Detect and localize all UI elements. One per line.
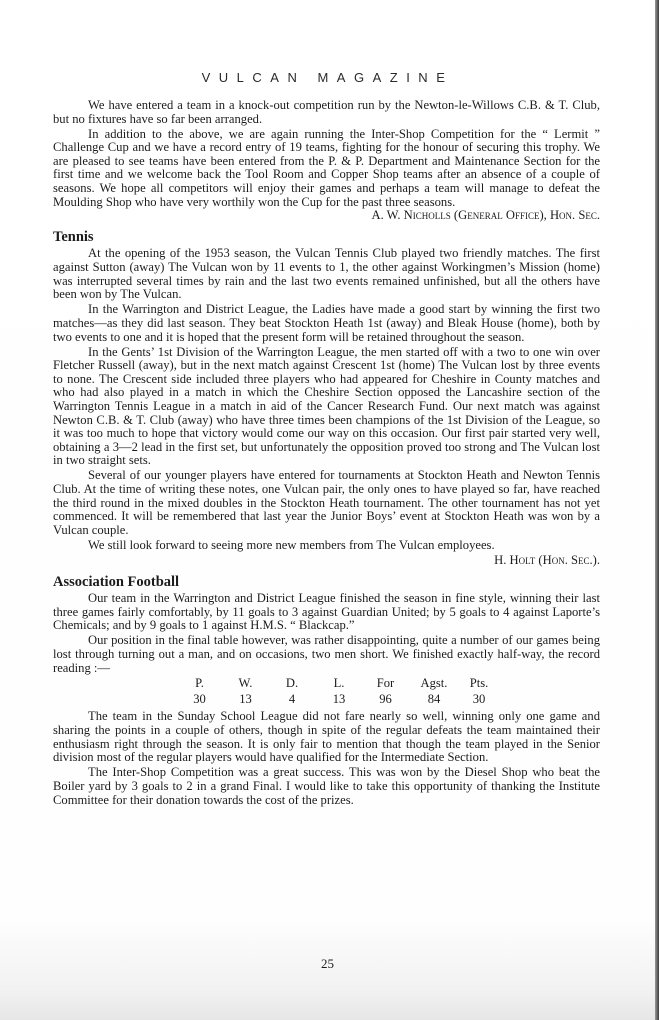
paragraph: At the opening of the 1953 season, the Vulcan Tennis Club played two friendly matches. The first against Sutton (away) The Vulcan won by 11 events to 1, the other against Workingmen’s Mission (home) was interrupted several times by rain and the last two events remained unfinished, but all the others have been won by The Vulcan. bbox=[53, 246, 600, 302]
signature: H. Holt (Hon. Sec.). bbox=[494, 553, 600, 567]
table-cell: 30 bbox=[193, 691, 206, 706]
paragraph: In addition to the above, we are again running the Inter-Shop Competition for the “ Lermit ” Challenge Cup and we have a record entry of 19 teams, fighting for the honour of securing this trophy. We are pleased to see teams have been entered from the P. & P. Department and Maintenance Section for the first time and we welcome back the Tool Room and Copper Shop teams after an absence of a couple of seasons. We hope all competitors will enjoy their games and perhaps a team will manage to defeat the Moulding Shop who have very worthily won the Cup for the past three seasons. A. W. Nicholls (General Office), Hon. Sec. bbox=[53, 126, 600, 223]
table-header: W. bbox=[238, 676, 253, 691]
magazine-header: VULCAN MAGAZINE bbox=[201, 70, 454, 85]
table-header: Pts. bbox=[469, 676, 489, 691]
table-cell: 13 bbox=[239, 691, 252, 706]
paragraph: We still look forward to seeing more new members from The Vulcan employees. bbox=[88, 537, 495, 552]
tennis-section bbox=[53, 228, 600, 568]
table-header: P. bbox=[195, 676, 204, 691]
table-header: L. bbox=[333, 676, 345, 691]
page-number: 25 bbox=[321, 956, 334, 971]
table-cell: 96 bbox=[379, 691, 392, 706]
page-edge-shadow bbox=[655, 0, 659, 1020]
table-cell: 4 bbox=[288, 691, 296, 706]
page-content bbox=[53, 99, 600, 809]
paragraph: Our position in the final table however, was rather disappointing, quite a number of our games being lost through turning out a man, and on occasions, two men short. We finished exactly half-way, the record reading :— bbox=[53, 633, 600, 675]
signature: A. W. Nicholls (General Office), Hon. Sec. bbox=[371, 208, 600, 223]
paragraph: In the Gents’ 1st Division of the Warrington League, the men started off with a two to one win over Fletcher Russell (away), but in the next match against Crescent 1st (home) The Vulcan lost by three events to none. The Crescent side included three players who had appeared for Cheshire in County matches and who had also played in a match in which the Cheshire Section opposed the Lancashire section of the Warrington Tennis League in a match in aid of the Cancer Research Fund. Our next match was against Newton C.B. & T. Club (away) who have three times been champions of the 1st Division of the League, so it was too much to hope that victory would come our way on this occasion. Our first pair started very well, obtaining a 3—2 lead in the first set, but unfortunately the opposition proved too strong and The Vulcan lost in two straight sets. bbox=[53, 344, 600, 468]
paragraph: Several of our younger players have entered for tournaments at Stockton Heath and Newton Tennis Club. At the time of writing these notes, one Vulcan pair, the only ones to have played so far, have reached the third round in the mixed doubles in the Stockton Heath tournament. The other tournament has not yet commenced. It will be remembered that last year the Junior Boys’ event at Stockton Heath was won by a Vulcan couple. bbox=[53, 468, 600, 537]
paragraph: Our team in the Warrington and District League finished the season in fine style, winning their last three games fairly comfortably, by 11 goals to 3 against Guardian United; by 5 goals to 4 against Laporte’s Chemicals; and by 9 goals to 1 against H.M.S. “ Blackcap.” bbox=[53, 591, 600, 633]
table-cell: 84 bbox=[427, 691, 441, 706]
table-cell: 13 bbox=[332, 691, 346, 706]
paragraph: In the Warrington and District League, the Ladies have made a good start by winning the first two matches—as they did last season. They beat Stockton Heath 1st (away) and Bleak House (home), both by two events to one and it is hoped that the present form will be retained throughout the season. bbox=[53, 302, 600, 344]
section-heading: Tennis bbox=[53, 228, 94, 245]
paragraph: We have entered a team in a knock-out competition run by the Newton-le-Willows C.B. & T. Club, but no fixtures have so far been arranged. bbox=[53, 98, 600, 126]
paragraph: The Inter-Shop Competition was a great success. This was won by the Diesel Shop who beat the Boiler yard by 3 goals to 2 in a grand Final. I would like to take this opportunity of thanking the Institute Committee for their donation towards the cost of the prizes. bbox=[53, 765, 600, 807]
football-section bbox=[53, 573, 600, 808]
intro-section bbox=[53, 99, 600, 223]
section-heading: Association Football bbox=[53, 573, 180, 590]
paragraph: The team in the Sunday School League did not fare nearly so well, winning only one game and sharing the points in a couple of others, though in spite of the regular defeats the team maintained their enthusiasm right through the season. It is only fair to mention that though the team played in the Senior division most of the regular players would have qualified for the Intermediate Section. bbox=[53, 709, 600, 765]
record-table bbox=[176, 677, 600, 706]
table-header: Agst. bbox=[420, 676, 448, 691]
table-header: For bbox=[376, 676, 395, 691]
table-header: D. bbox=[285, 676, 299, 691]
table-cell: 30 bbox=[472, 691, 486, 706]
